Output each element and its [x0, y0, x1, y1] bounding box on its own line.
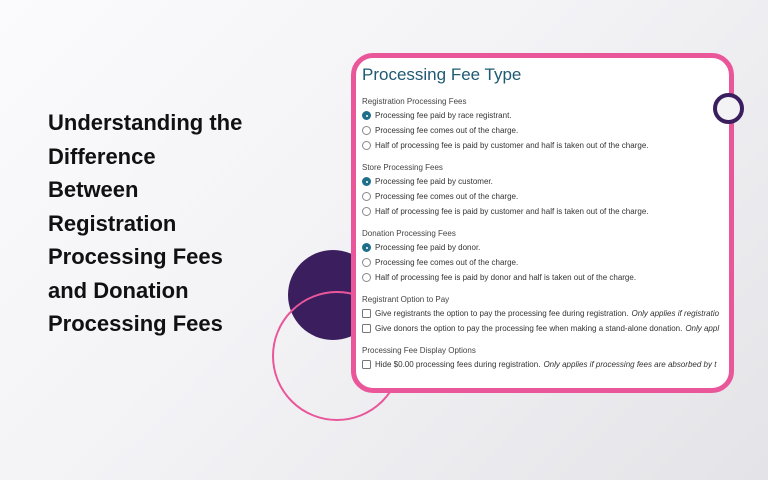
checkbox-option[interactable] [362, 321, 729, 336]
display-options-section [362, 345, 729, 372]
option-label: Processing fee comes out of the charge. [375, 192, 519, 201]
radio-option[interactable] [362, 108, 729, 123]
headline-line-7: Processing Fees [48, 311, 223, 336]
checkbox[interactable] [362, 324, 371, 333]
decorative-purple-ring [713, 93, 744, 124]
section-title: Registration Processing Fees [362, 97, 467, 106]
donation-fees-section [362, 228, 729, 285]
headline-line-5: Processing Fees [48, 244, 223, 269]
section-title: Registrant Option to Pay [362, 295, 450, 304]
headline-line-2: Difference [48, 143, 156, 169]
checkbox[interactable] [362, 309, 371, 318]
radio-option[interactable] [362, 174, 729, 189]
radio-selected-icon[interactable] [362, 177, 371, 186]
headline-line-1: Understanding the [48, 110, 243, 135]
option-note: Only appl [685, 324, 720, 333]
option-label: Processing fee paid by customer. [375, 177, 493, 186]
radio-icon[interactable] [362, 258, 371, 267]
option-label: Half of processing fee is paid by donor and half is taken out of the charge. [375, 273, 637, 282]
option-label: Processing fee comes out of the charge. [375, 258, 519, 267]
registration-fees-section [362, 96, 729, 153]
option-label: Half of processing fee is paid by customer and half is taken out of the charge. [375, 141, 649, 150]
headline-line-3: Between [48, 177, 139, 202]
option-label: Give donors the option to pay the processing fee when making a stand-alone donation. [375, 324, 683, 333]
option-label: Hide $0.00 processing fees during registration. [375, 360, 541, 369]
option-label: Give registrants the option to pay the processing fee during registration. [375, 309, 629, 318]
radio-option[interactable] [362, 240, 729, 255]
option-label: Processing fee paid by donor. [375, 243, 481, 252]
radio-selected-icon[interactable] [362, 111, 371, 120]
radio-option[interactable] [362, 138, 729, 153]
checkbox[interactable] [362, 360, 371, 369]
radio-selected-icon[interactable] [362, 243, 371, 252]
section-title: Store Processing Fees [362, 163, 443, 172]
radio-icon[interactable] [362, 273, 371, 282]
option-label: Processing fee comes out of the charge. [375, 126, 519, 135]
headline-line-6: and Donation [48, 277, 189, 303]
registrant-option-section [362, 294, 729, 336]
headline [48, 106, 288, 341]
section-title: Donation Processing Fees [362, 229, 456, 238]
store-fees-section [362, 162, 729, 219]
headline-line-4: Registration [48, 210, 177, 236]
settings-card [351, 53, 734, 393]
radio-option[interactable] [362, 255, 729, 270]
panel-title: Processing Fee Type [362, 65, 522, 84]
radio-icon[interactable] [362, 192, 371, 201]
radio-option[interactable] [362, 270, 729, 285]
radio-icon[interactable] [362, 207, 371, 216]
radio-option[interactable] [362, 204, 729, 219]
radio-option[interactable] [362, 123, 729, 138]
radio-icon[interactable] [362, 141, 371, 150]
radio-icon[interactable] [362, 126, 371, 135]
checkbox-option[interactable] [362, 306, 729, 321]
section-title: Processing Fee Display Options [362, 346, 476, 355]
checkbox-option[interactable] [362, 357, 729, 372]
option-label: Half of processing fee is paid by customer and half is taken out of the charge. [375, 207, 649, 216]
option-note: Only applies if processing fees are absorbed by t [543, 360, 717, 369]
option-label: Processing fee paid by race registrant. [375, 111, 512, 120]
option-note: Only applies if registratio [631, 309, 720, 318]
radio-option[interactable] [362, 189, 729, 204]
